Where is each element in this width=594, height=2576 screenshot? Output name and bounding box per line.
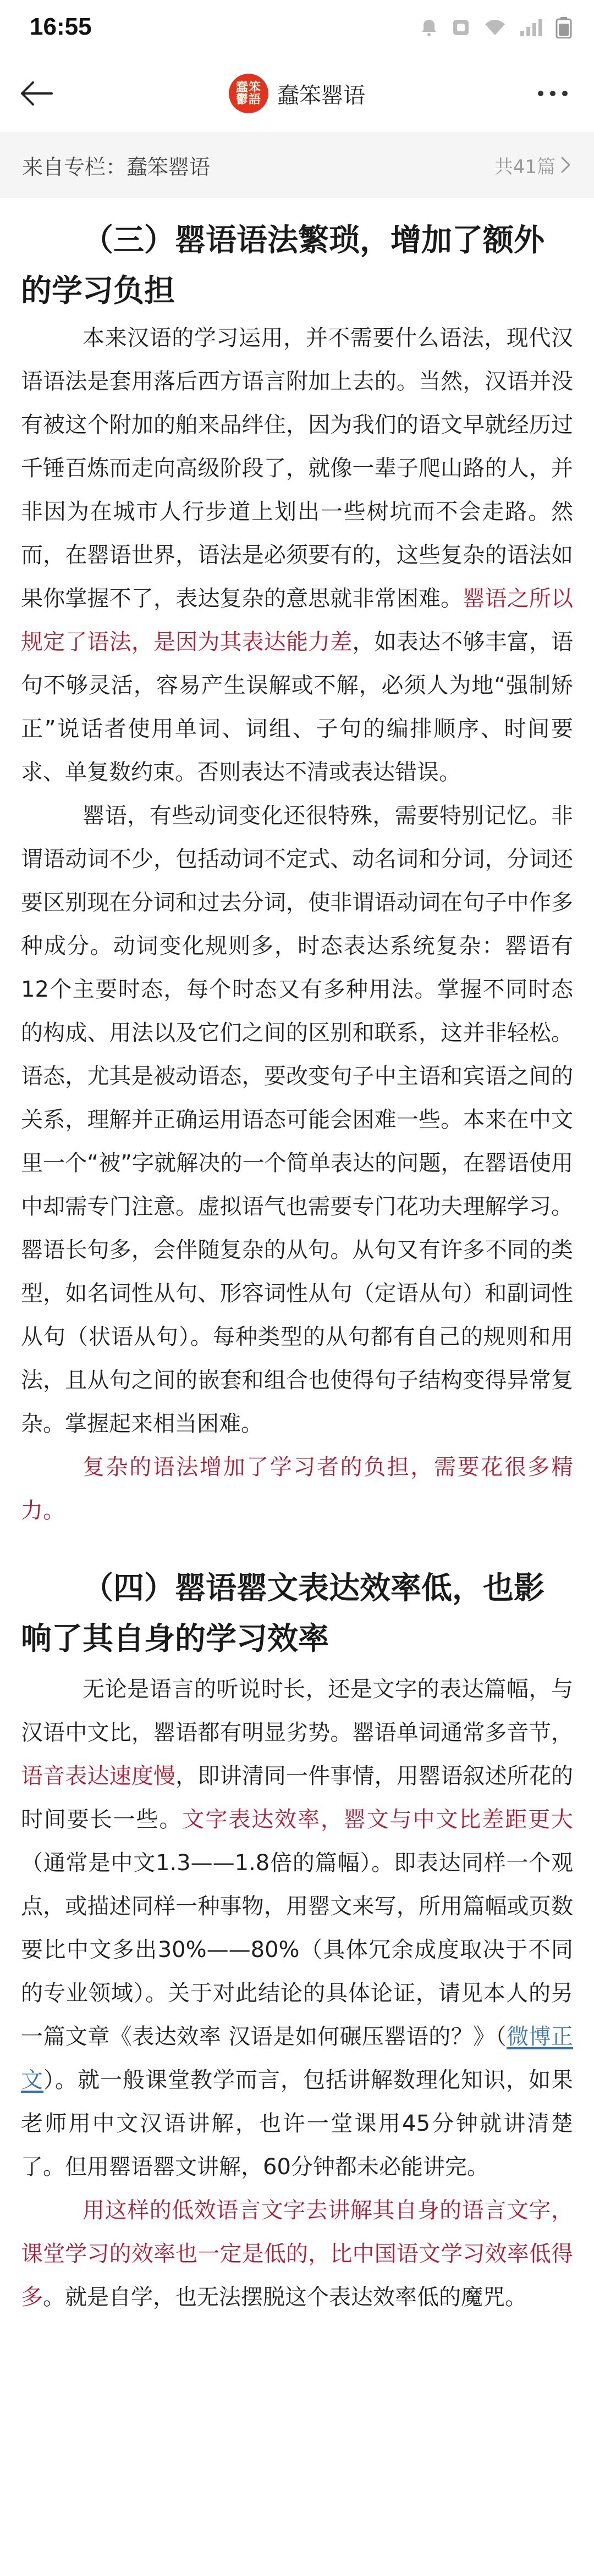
highlighted-text: 罂语之所以规定了语法，是因为其表达能力差 (21, 586, 574, 655)
column-count-text: 共41篇 (494, 156, 556, 178)
paragraph-text: ）。就一般课堂教学而言，包括讲解数理化知识，如果老师用中文汉语讲解，也许一堂课用45分钟就讲清楚了。但用罂语罂文讲解，60分钟都未必能讲完。 (21, 2068, 573, 2180)
paragraph-text: ，如表达不够丰富，语句不够灵活，容易产生误解或不解，必须人为地“强制矫正”说话者使用单词、词组、子句的编排顺序、时间要求、单复数约束。否则表达不清或表达错误。 (21, 629, 573, 785)
paragraph-text: 无论是语言的听说时长，还是文字的表达篇幅，与汉语中文比，罂语都有明显劣势。罂语单词通常多音节， (21, 1677, 573, 1745)
back-arrow-icon (19, 80, 54, 107)
section-3-paragraph-2: 罂语，有些动词变化还很特殊，需要特别记忆。非谓语动词不少，包括动词不定式、动名词和分词，分词还要区别现在分词和过去分词，使非谓语动词在句子中作多种成分。动词变化规则多，时态表达系统复杂：罂语有12个主要时态，每个时态又有多种用法。掌握不同时态的构成、用法以及它们之间的区别和联系，这并非轻松。语态，尤其是被动语态，要改变句子中主语和宾语之间的关系，理解并正确运用语态可能会困难一些。本来在中文里一个“被”字就解决的一个简单表达的问题，在罂语使用中却需专门注意。虚拟语气也需要专门花功夫理解学习。罂语长句多，会伴随复杂的从句。从句又有许多不同的类型，如名词性从句、形容词性从句（定语从句）和副词性从句（状语从句）。每种类型的从句都有自己的规则和用法，且从句之间的嵌套和组合也使得句子结构变得异常复杂。掌握起来相当困难。 (21, 803, 573, 1436)
column-source-bar[interactable] (0, 132, 594, 198)
section-3-summary-highlight: 复杂的语法增加了学习者的负担，需要花很多精力。 (21, 1455, 573, 1523)
notification-icon (419, 18, 439, 40)
section-4-heading: （四）罂语罂文表达效率低，也影响了其自身的学习效率 (21, 1571, 544, 1657)
paragraph-text: （通常是中文1.3——1.8倍的篇幅）。即表达同样一个观点，或描述同样一种事物，用罂文来写，所用篇幅或页数要比中文多出30%——80%（具体冗余成度取决于不同的专业领域）。关于对此结论的具体论证，请见本人的另一篇文章《表达效率 汉语是如何碾压罂语的？》（ (21, 1850, 573, 2049)
section-4-paragraph-1 (21, 1668, 573, 2189)
more-dot-icon (550, 91, 556, 96)
status-icons (419, 16, 572, 41)
more-dot-icon (562, 91, 568, 96)
highlighted-text: 语音表达速度慢 (21, 1764, 176, 1789)
wifi-icon (483, 18, 507, 40)
account-header (0, 55, 594, 132)
battery-icon (556, 16, 572, 41)
signal-icon (519, 18, 543, 40)
section-3-heading: （三）罂语语法繁琐，增加了额外的学习负担 (21, 223, 544, 309)
column-label: 来自专栏：蠢笨罂语 (22, 154, 211, 179)
section-3-paragraph-1 (21, 317, 573, 794)
column-article-count[interactable] (494, 152, 572, 179)
paragraph-text: ，即讲清同一件事情，用罂语叙述所花的时间要长一些。 (21, 1764, 574, 1832)
chevron-right-icon (560, 156, 572, 174)
paragraph-text: 本来汉语的学习运用，并不需要什么语法，现代汉语语法是套用落后西方语言附加上去的。当然，汉语并没有被这个附加的舶来品绊住，因为我们的语文早就经历过千锤百炼而走向高级阶段了，就像一辈子爬山路的人，并非因为在城市人行步道上划出一些树坑而不会走路。然而，在罂语世界，语法是必须要有的，这些复杂的语法如果你掌握不了，表达复杂的意思就非常困难。 (21, 325, 573, 611)
paragraph-text: 。就是自学，也无法摆脱这个表达效率低的魔咒。 (43, 2285, 527, 2310)
highlighted-text: 用这样的低效语言文字去讲解其自身的语言文字，课堂学习的效率也一定是低的，比中国语文学习效率低得多 (21, 2198, 573, 2310)
top-nav-bar (0, 55, 594, 132)
status-time: 16:55 (30, 13, 92, 40)
back-button[interactable] (14, 71, 58, 115)
account-name[interactable]: 蠢笨罂语 (277, 82, 365, 108)
more-dot-icon (538, 91, 543, 96)
status-bar (0, 0, 594, 55)
more-options-button[interactable] (528, 71, 578, 115)
avatar[interactable]: 蠢笨 鬱語 (229, 74, 268, 113)
app-notification-icon (451, 18, 471, 40)
weibo-article-link[interactable]: 微博正文 (21, 2024, 573, 2093)
highlighted-text: 文字表达效率，罂文与中文比差距更大 (182, 1807, 574, 1832)
article-body (0, 198, 594, 2319)
section-4-paragraph-2 (21, 2189, 573, 2319)
